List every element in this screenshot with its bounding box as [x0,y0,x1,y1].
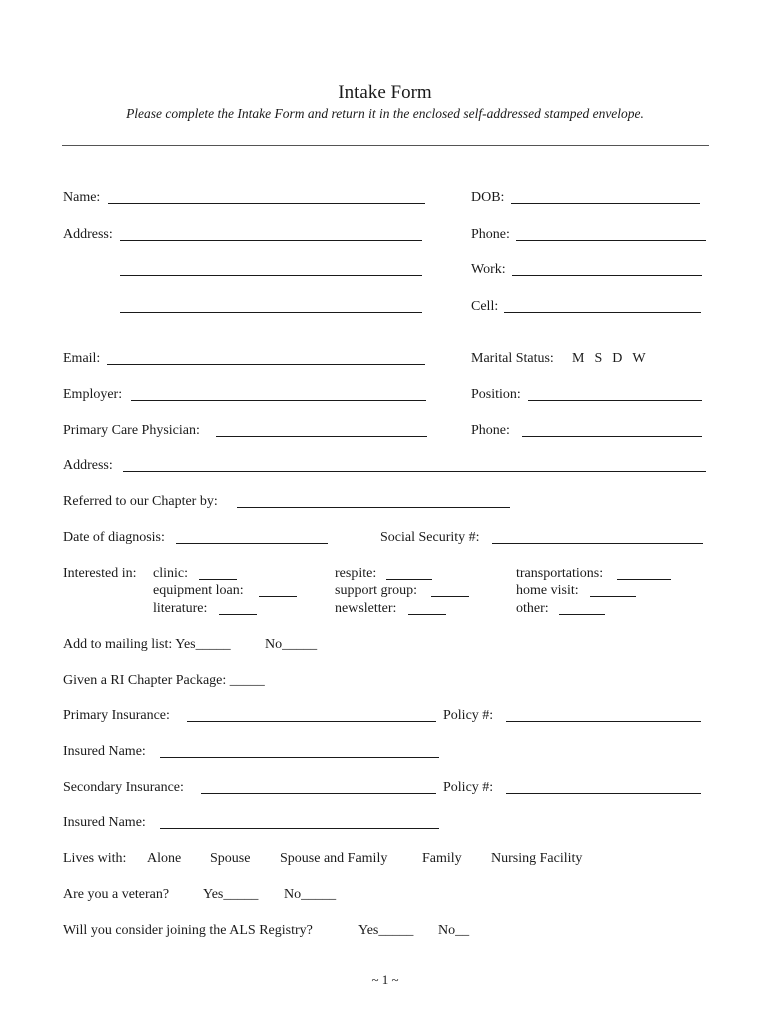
physician-field[interactable] [216,436,427,437]
physician-phone-label: Phone: [471,423,510,438]
employer-label: Employer: [63,387,123,402]
diagnosis-date-field[interactable] [176,543,328,544]
work-phone-field[interactable] [512,275,702,276]
address-label: Address: [63,227,113,242]
lives-with-alone[interactable]: Alone [147,851,182,866]
lives-with-label: Lives with: [63,851,127,866]
interest-respite-field[interactable] [386,579,432,580]
header-divider [62,145,709,146]
insured-name1-field[interactable] [160,757,439,758]
interest-support-label: support group: [335,583,418,598]
physician-label: Primary Care Physician: [63,423,200,438]
referred-field[interactable] [237,507,510,508]
cell-label: Cell: [471,299,499,314]
primary-insurance-label: Primary Insurance: [63,708,170,723]
policy2-label: Policy #: [443,780,494,795]
lives-with-spouse[interactable]: Spouse [210,851,251,866]
employer-field[interactable] [131,400,426,401]
interest-transport-label: transportations: [516,566,604,581]
mailing-list-yes[interactable]: Add to mailing list: Yes_____ [63,637,231,652]
veteran-label: Are you a veteran? [63,887,170,902]
ssn-field[interactable] [492,543,703,544]
address-field-2[interactable] [120,275,422,276]
interest-clinic-label: clinic: [153,566,188,581]
marital-option-w[interactable]: W [632,351,646,366]
diagnosis-date-label: Date of diagnosis: [63,530,165,545]
marital-option-d[interactable]: D [612,351,623,366]
address-field-3[interactable] [120,312,422,313]
address-field-1[interactable] [120,240,422,241]
phone-label: Phone: [471,227,510,242]
work-label: Work: [471,262,506,277]
lives-with-nursing[interactable]: Nursing Facility [491,851,583,866]
referred-label: Referred to our Chapter by: [63,494,218,509]
dob-label: DOB: [471,190,505,205]
secondary-insurance-field[interactable] [201,793,436,794]
registry-no[interactable]: No__ [438,923,470,938]
interest-clinic-field[interactable] [199,579,237,580]
policy1-field[interactable] [506,721,701,722]
veteran-yes[interactable]: Yes_____ [203,887,259,902]
marital-status-options [572,351,656,367]
interest-other-label: other: [516,601,549,616]
interest-literature-field[interactable] [219,614,257,615]
physician-address-field[interactable] [123,471,706,472]
marital-option-s[interactable]: S [594,351,603,366]
interest-newsletter-field[interactable] [408,614,446,615]
interest-equipment-field[interactable] [259,596,297,597]
policy2-field[interactable] [506,793,701,794]
form-subtitle: Please complete the Intake Form and return it in the enclosed self-addressed stamped envelope. [126,106,644,121]
position-label: Position: [471,387,521,402]
marital-status-label: Marital Status: [471,351,554,366]
cell-phone-field[interactable] [504,312,701,313]
interest-homevisit-field[interactable] [590,596,636,597]
physician-address-label: Address: [63,458,113,473]
interest-literature-label: literature: [153,601,208,616]
marital-option-m[interactable]: M [572,351,585,366]
interest-homevisit-label: home visit: [516,583,579,598]
interest-respite-label: respite: [335,566,377,581]
email-field[interactable] [107,364,425,365]
insured-name2-field[interactable] [160,828,439,829]
interest-other-field[interactable] [559,614,605,615]
chapter-package[interactable]: Given a RI Chapter Package: _____ [63,673,265,688]
mailing-list-no[interactable]: No_____ [265,637,318,652]
interest-transport-field[interactable] [617,579,671,580]
interest-support-field[interactable] [431,596,469,597]
interest-newsletter-label: newsletter: [335,601,397,616]
interest-equipment-label: equipment loan: [153,583,244,598]
name-field[interactable] [108,203,425,204]
registry-yes[interactable]: Yes_____ [358,923,414,938]
position-field[interactable] [528,400,702,401]
phone-field[interactable] [516,240,706,241]
name-label: Name: [63,190,101,205]
interests-label: Interested in: [63,566,137,581]
email-label: Email: [63,351,101,366]
physician-phone-field[interactable] [522,436,702,437]
registry-label: Will you consider joining the ALS Registry? [63,923,313,938]
form-title: Intake Form [338,82,432,103]
lives-with-family[interactable]: Family [422,851,462,866]
secondary-insurance-label: Secondary Insurance: [63,780,184,795]
dob-field[interactable] [511,203,700,204]
veteran-no[interactable]: No_____ [284,887,337,902]
policy1-label: Policy #: [443,708,494,723]
primary-insurance-field[interactable] [187,721,436,722]
page-number: ~ 1 ~ [371,972,399,987]
lives-with-spouse-family[interactable]: Spouse and Family [280,851,388,866]
ssn-label: Social Security #: [380,530,480,545]
insured-name2-label: Insured Name: [63,815,146,830]
insured-name1-label: Insured Name: [63,744,146,759]
